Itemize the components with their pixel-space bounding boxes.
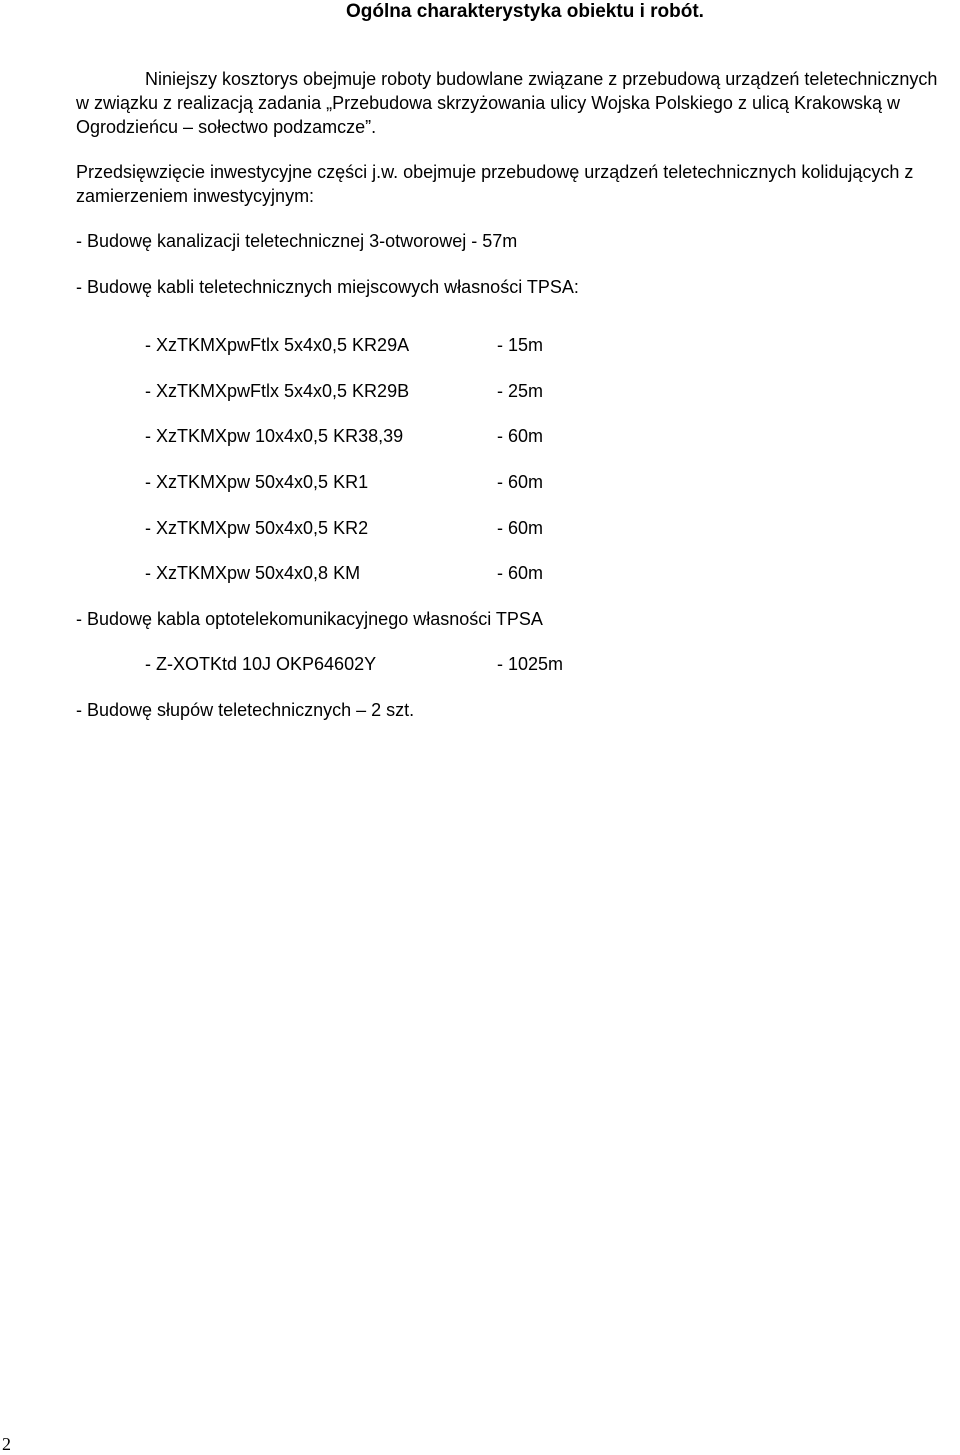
cable-item-name: - XzTKMXpw 10x4x0,5 KR38,39 [145, 426, 404, 446]
canal-line: - Budowę kanalizacji teletechnicznej 3-otworowej - 57m [76, 231, 518, 251]
cable-item-name: - XzTKMXpw 50x4x0,5 KR1 [145, 472, 369, 492]
cable-item-name: - XzTKMXpwFtlx 5x4x0,5 KR29B [145, 381, 410, 401]
fiber-cable-name: - Z-XOTKtd 10J OKP64602Y [145, 654, 377, 674]
document-heading: Ogólna charakterystyka obiektu i robót. [346, 1, 704, 22]
cable-item-name: - XzTKMXpw 50x4x0,5 KR2 [145, 518, 369, 538]
fiber-cable-length: - 1025m [497, 654, 564, 674]
cable-item-name: - XzTKMXpw 50x4x0,8 KM [145, 563, 361, 583]
cable-item-length: - 15m [497, 335, 544, 355]
cable-item-length: - 25m [497, 381, 544, 401]
cables-header: - Budowę kabli teletechnicznych miejscowych własności TPSA: [76, 277, 579, 297]
cable-item-name: - XzTKMXpwFtlx 5x4x0,5 KR29A [145, 335, 410, 355]
intro-paragraph: Niniejszy kosztorys obejmuje roboty budowlane związane z przebudową urządzeń teletechnicznych w związku z realizacją zadania „Przebudowa skrzyżowania ulicy Wojska Polskiego z ulicą Krakowską w Ogrodzieńcu – sołectwo podzamcze”. [76, 69, 938, 137]
fiber-header: - Budowę kabla optotelekomunikacyjnego własności TPSA [76, 609, 543, 629]
poles-line: - Budowę słupów teletechnicznych – 2 szt. [76, 700, 415, 720]
scope-paragraph: Przedsięwzięcie inwestycyjne części j.w. obejmuje przebudowę urządzeń teletechnicznych kolidujących z zamierzeniem inwestycyjnym: [76, 162, 914, 206]
page-number: 2 [2, 1434, 11, 1454]
cable-item-length: - 60m [497, 563, 544, 583]
cable-item-length: - 60m [497, 518, 544, 538]
cable-item-length: - 60m [497, 472, 544, 492]
cable-item-length: - 60m [497, 426, 544, 446]
